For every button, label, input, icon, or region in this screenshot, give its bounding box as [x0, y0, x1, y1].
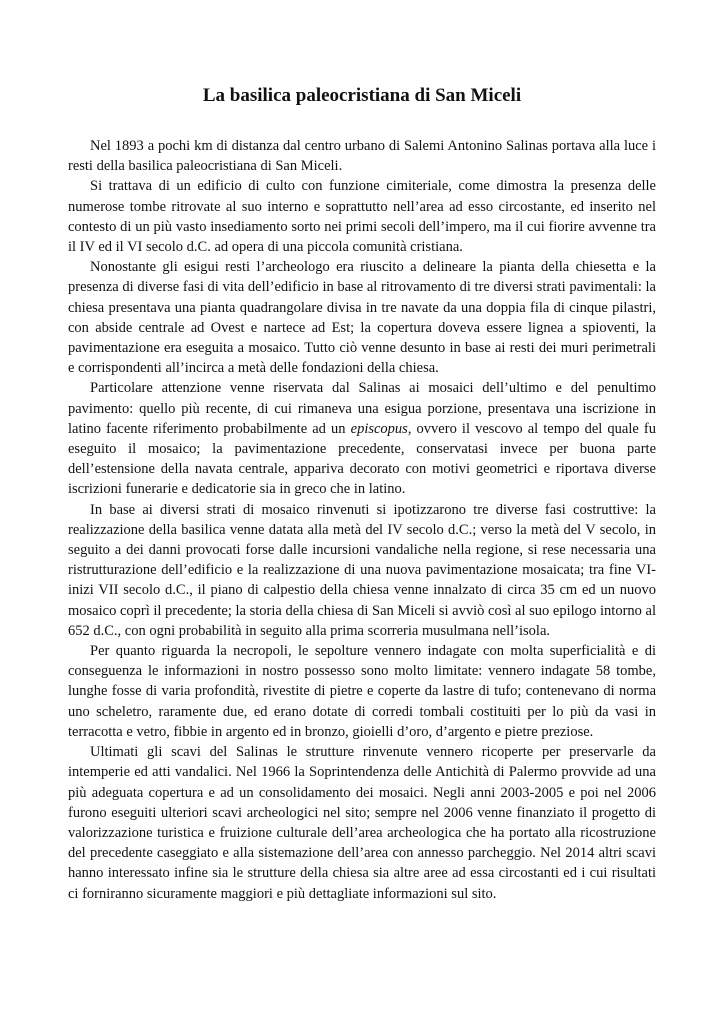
- paragraph-5: In base ai diversi strati di mosaico rinvenuti si ipotizzarono tre diverse fasi costruttive: la realizzazione della basilica venne datata alla metà del IV secolo d.C.; verso la metà del V secolo, in seguito a dei danni provocati forse dalle incursioni vandaliche nella regione, si rese necessaria una ristrutturazione dell’edificio e la realizzazione di una nuova pavimentazione mosaicata; tra fine VI-inizi VII secolo d.C., il piano di calpestio della chiesa venne innalzato di circa 35 cm ed un nuovo mosaico coprì il precedente; la storia della chiesa di San Miceli si avviò così al suo epilogo intorno al 652 d.C., con ogni probabilità in seguito alla prima scorreria musulmana nell’isola.: [68, 501, 656, 639]
- page-title: La basilica paleocristiana di San Miceli: [202, 85, 522, 106]
- paragraph-3: Nonostante gli esigui resti l’archeologo era riuscito a delineare la pianta della chiesetta e la presenza di diverse fasi di vita dell’edificio in base al ritrovamento di tre diversi strati pavimentali: la chiesa presentava una pianta quadrangolare divisa in tre navate da una doppia fila di cinque pilastri, con abside centrale ad Ovest e nartece ad Est; la copertura doveva essere lignea a spioventi, la pavimentazione era eseguita a mosaico. Tutto ciò venne desunto in base ai resti dei muri perimetrali e corrispondenti all’incirca a metà delle fondazioni della chiesa.: [68, 259, 656, 377]
- document-page: [68, 84, 656, 904]
- paragraph-4: [68, 378, 656, 499]
- paragraph-6: Per quanto riguarda la necropoli, le sepolture vennero indagate con molta superficialità e di conseguenza le informazioni in nostro possesso sono molto limitate: vennero indagate 58 tombe, lunghe fosse di varia profondità, rivestite di pietre e coperte da lastre di tufo; contenevano di norma uno scheletro, raramente due, ed erano dotate di corredi tombali costituiti per lo più da vasi in terracotta e vetro, fibbie in argento ed in bronzo, gioielli d’oro, d’argento e pietre preziose.: [68, 643, 656, 740]
- paragraph-4-emphasis: episcopus: [350, 420, 408, 437]
- paragraph-7: Ultimati gli scavi del Salinas le strutture rinvenute vennero ricoperte per preservarle da intemperie ed atti vandalici. Nel 1966 la Soprintendenza delle Antichità di Palermo provvide ad una più adeguata copertura e ad un consolidamento dei mosaici. Negli anni 2003-2005 e poi nel 2006 furono eseguiti ulteriori scavi archeologici nel sito; sempre nel 2006 venne finanziato il progetto di valorizzazione turistica e fruizione culturale dell’area archeologica che ha portato alla ricostruzione del precedente caseggiato e alla sistemazione dell’area con annesso parcheggio. Nel 2014 altri scavi hanno interessato infine sia le strutture della chiesa sia altre aree ad essa circostanti ed i cui risultati ci forniranno sicuramente maggiori e più dettagliate informazioni sul sito.: [68, 744, 656, 902]
- paragraph-4-text-after: , ovvero il vescovo al tempo del quale fu eseguito il mosaico; la pavimentazione precedente, conservatasi invece per buona parte dell’estensione della navata centrale, appariva decorato con motivi geometrici e riportava diverse iscrizioni funerarie e dedicatorie sia in greco che in latino.: [68, 420, 656, 498]
- paragraph-1: Nel 1893 a pochi km di distanza dal centro urbano di Salemi Antonino Salinas portava alla luce i resti della basilica paleocristiana di San Miceli.: [68, 138, 656, 175]
- paragraph-4-text-before: Particolare attenzione venne riservata dal Salinas ai mosaici dell’ultimo e del penultimo pavimento: quello più recente, di cui rimaneva una esigua porzione, presentava una iscrizione in latino facente riferimento probabilmente ad un: [68, 380, 656, 437]
- document-body: [68, 136, 656, 904]
- paragraph-2: Si trattava di un edificio di culto con funzione cimiteriale, come dimostra la presenza delle numerose tombe ritrovate al suo interno e soprattutto nell’area ad esso circostante, ed inserito nel contesto di un più vasto insediamento sorto nei primi secoli dell’impero, ma il cui fiorire avvenne tra il IV ed il VI secolo d.C. ad opera di una piccola comunità cristiana.: [68, 178, 656, 256]
